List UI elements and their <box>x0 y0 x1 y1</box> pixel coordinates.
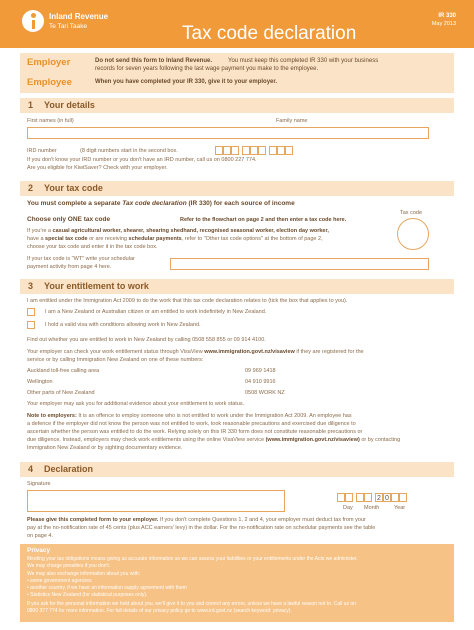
citizen-checkbox[interactable] <box>27 308 35 316</box>
section-2-title: Your tax code <box>44 183 103 193</box>
visaview-1a: Your employer can check your work entitlement status through VisaView <box>27 349 203 355</box>
org-maori-name: Te Tari Taake <box>49 23 88 30</box>
privacy-line: Meeting your tax obligations means giving us accurate information so we can assess your liabilities or your entitlements under the Acts we administer. <box>27 556 358 562</box>
date-input[interactable] <box>337 493 407 502</box>
line1-a: If you're a <box>27 228 51 234</box>
visaview-link-2[interactable]: (www.immigration.govt.nz/visaview) <box>265 437 360 443</box>
section-4-heading <box>20 462 454 477</box>
wt-note-1: If your tax code is "WT" write your schedular <box>27 256 135 262</box>
year-digit: 0 <box>383 493 391 502</box>
employer-notice-2: records for seven years following the last wage payment you make to the employee. <box>95 66 319 72</box>
section-2-number: 2 <box>28 183 34 193</box>
employer-note-line-4 <box>27 437 457 444</box>
privacy-title: Privacy <box>27 547 51 554</box>
signature-label: Signature <box>27 481 51 487</box>
note-4a: due diligence. Instead, employers may check work entitlements using the online VisaView service <box>27 437 265 443</box>
give-form-line-1 <box>27 517 457 524</box>
section-1-title: Your details <box>44 100 95 110</box>
entitlement-intro: I am entitled under the Immigration Act 2009 to do the work that this tax code declaration relates to (tick the box that applies to you). <box>27 298 348 304</box>
month-label: Month <box>364 505 380 511</box>
choose-one-tax-code: Choose only ONE tax code <box>27 216 111 223</box>
section-3-number: 3 <box>28 281 34 291</box>
ird-help-2: Are you eligible for KiwiSaver? Check with your employer. <box>27 165 168 171</box>
employer-employee-notice <box>20 53 454 93</box>
citizen-option-label: I am a New Zealand or Australian citizen or am entitled to work indefinitely in New Zealand. <box>45 309 267 315</box>
inland-revenue-logo-icon <box>22 10 44 32</box>
special-cases-line-2 <box>27 236 392 243</box>
privacy-line: • some government agencies <box>27 578 92 584</box>
special-cases-line-3: choose your tax code and enter it in the tax code box. <box>27 244 158 250</box>
note-to-employers-label: Note to employers: <box>27 413 77 419</box>
wt-note-2: payment activity from page 4 here. <box>27 264 112 270</box>
tax-code-input[interactable] <box>397 218 429 250</box>
tax-code-box-label: Tax code <box>400 210 423 216</box>
name-input[interactable] <box>27 127 429 139</box>
phone-place: Auckland toll-free calling area <box>27 368 100 374</box>
employer-note-line-3: ascertain whether the person was entitled to do the work. Relying solely on this IR 330 form does not constitute reasonable precautions or <box>27 429 363 435</box>
refer-flowchart: Refer to the flowchart on page 2 and then enter a tax code here. <box>180 217 347 223</box>
visaview-link[interactable]: www.immigration.govt.nz/visaview <box>204 349 295 355</box>
phone-number: 0508 WORK NZ <box>245 390 285 396</box>
section-3-title: Your entitlement to work <box>44 281 149 291</box>
must-complete-end: (IR 330) for each source of income <box>188 200 295 207</box>
privacy-line: We may charge penalties if you don't. <box>27 563 111 569</box>
additional-evidence-note: Your employer may ask you for additional evidence about your entitlement to work status. <box>27 401 245 407</box>
visaview-line-1 <box>27 349 437 356</box>
employee-notice: When you have completed your IR 330, give it to your employer. <box>95 79 278 85</box>
give-form-line-2: pay at the no-notification rate of 45 cents (plus ACC earners' levy) in the dollar. For the no-notification rate on schedular payments see the table <box>27 525 376 531</box>
family-name-label: Family name <box>276 118 308 124</box>
year-label: Year <box>394 505 406 511</box>
line2-e: , refer to "Other tax code options" at the bottom of page 2, <box>181 236 323 242</box>
ird-help-1: If you don't know your IRD number or you don't have an IRD number, call us on 0800 227 774. <box>27 157 257 163</box>
note-4c: or by contacting <box>361 437 401 443</box>
section-1-heading <box>20 98 454 113</box>
employer-note-line-5: Immigration New Zealand or by sighting documentary evidence. <box>27 445 183 451</box>
form-date: May 2013 <box>431 21 456 27</box>
visa-option-label: I hold a valid visa with conditions allowing work in New Zealand. <box>45 322 201 328</box>
must-complete-form-name: Tax code declaration <box>122 200 187 207</box>
give-form-bold: Please give this completed form to your employer. <box>27 517 159 523</box>
employee-label: Employee <box>27 77 72 88</box>
employer-label: Employer <box>27 57 71 68</box>
privacy-line: If you ask for the personal information we hold about you, we'll give it to you and correct any errors, unless we have a lawful reason not to. Call us on <box>27 601 356 607</box>
special-cases-line-1 <box>27 228 392 235</box>
ird-number-label: IRD number <box>27 148 57 154</box>
give-1: If you don't complete Questions 1, 2 and 4, your employer must deduct tax from your <box>159 517 366 523</box>
phone-place: Wellington <box>27 379 53 385</box>
must-complete-text: You must complete a separate <box>27 200 121 207</box>
section-4-number: 4 <box>28 464 34 474</box>
line2-d: schedular payments <box>128 236 182 242</box>
form-code: IR 330 <box>438 13 456 19</box>
privacy-line: • another country, if we have an information supply agreement with them <box>27 585 187 591</box>
section-2-heading <box>20 181 454 196</box>
visa-checkbox[interactable] <box>27 321 35 329</box>
privacy-line: We may also exchange information about you with: <box>27 571 141 577</box>
first-names-label: First names (in full) <box>27 118 74 124</box>
phone-number: 04 910 9916 <box>245 379 276 385</box>
employer-note-line-1 <box>27 413 447 420</box>
schedular-activity-input[interactable] <box>170 258 429 270</box>
signature-input[interactable] <box>27 490 285 512</box>
page-title: Tax code declaration <box>182 23 357 44</box>
ird-number-input[interactable] <box>215 146 293 155</box>
privacy-section <box>20 544 454 622</box>
section-4-title: Declaration <box>44 464 94 474</box>
privacy-line: 0800 377 774 for more information. For full details of our privacy policy go to www.ird.govt.nz (search keyword: privacy). <box>27 608 292 614</box>
note-1: It is an offence to employ someone who is not entitled to work under the Immigration Act 2009. An employee has <box>78 413 352 419</box>
org-name: Inland Revenue <box>49 12 109 21</box>
employer-notice-bold: Do not send this form to Inland Revenue. <box>95 58 213 64</box>
privacy-line: • Statistics New Zealand (for statistical purposes only). <box>27 592 148 598</box>
line2-c: or are receiving <box>89 236 127 242</box>
section-3-heading <box>20 279 454 294</box>
section-1-number: 1 <box>28 100 34 110</box>
line1-b: casual agricultural worker, shearer, shearing shedhand, recognised seasonal worker, election day worker, <box>52 228 329 234</box>
form-header <box>0 0 474 48</box>
phone-number: 09 969 1418 <box>245 368 276 374</box>
visaview-1c: if they are registered for the <box>296 349 364 355</box>
employer-note-line-2: a defence if the employer did not know the person was not entitled to work, took reasonable precautions and exercised due diligence to <box>27 421 356 427</box>
employer-notice-1: You must keep this completed IR 330 with your business <box>228 58 379 64</box>
ird-number-hint: (8 digit numbers start in the second box. <box>80 148 178 154</box>
find-out-entitlement: Find out whether you are entitled to work in New Zealand by calling 0508 558 855 or 09 914 4100. <box>27 337 266 343</box>
line2-a: have a <box>27 236 44 242</box>
give-form-line-3: on page 4. <box>27 533 53 539</box>
year-digit: 2 <box>375 493 383 502</box>
line2-b: special tax code <box>45 236 88 242</box>
day-label: Day <box>343 505 353 511</box>
phone-place: Other parts of New Zealand <box>27 390 95 396</box>
separate-declaration-note <box>27 200 295 208</box>
visaview-line-2: service or by calling Immigration New Zealand on one of these numbers: <box>27 357 204 363</box>
